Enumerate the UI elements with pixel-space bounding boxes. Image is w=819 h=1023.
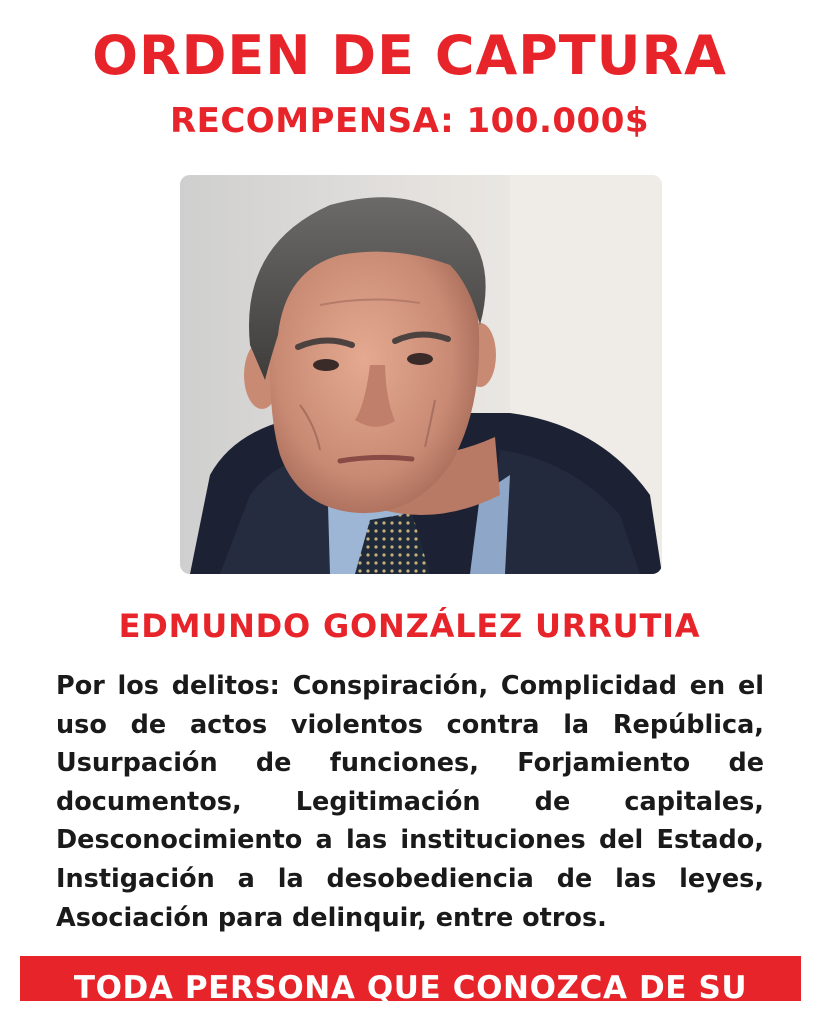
poster-title: ORDEN DE CAPTURA xyxy=(92,24,727,87)
portrait-photo-illustration xyxy=(180,175,662,574)
notice-banner xyxy=(20,956,801,1001)
reward-heading: RECOMPENSA: 100.000$ xyxy=(169,101,650,141)
suspect-photo xyxy=(180,175,662,574)
notice-banner-text: TODA PERSONA QUE CONOZCA DE SU xyxy=(73,970,748,1001)
suspect-name: EDMUNDO GONZÁLEZ URRUTIA xyxy=(118,607,701,645)
charges-paragraph: Por los delitos: Conspiración, Complicidad en el uso de actos violentos contra la República, Usurpación de funciones, Forjamiento de documentos, Legitimación de capitales, Desconocimiento a las instituciones del Estado, Instigación a la desobediencia de las leyes, Asociación para delinquir, entre otros. xyxy=(56,671,764,933)
